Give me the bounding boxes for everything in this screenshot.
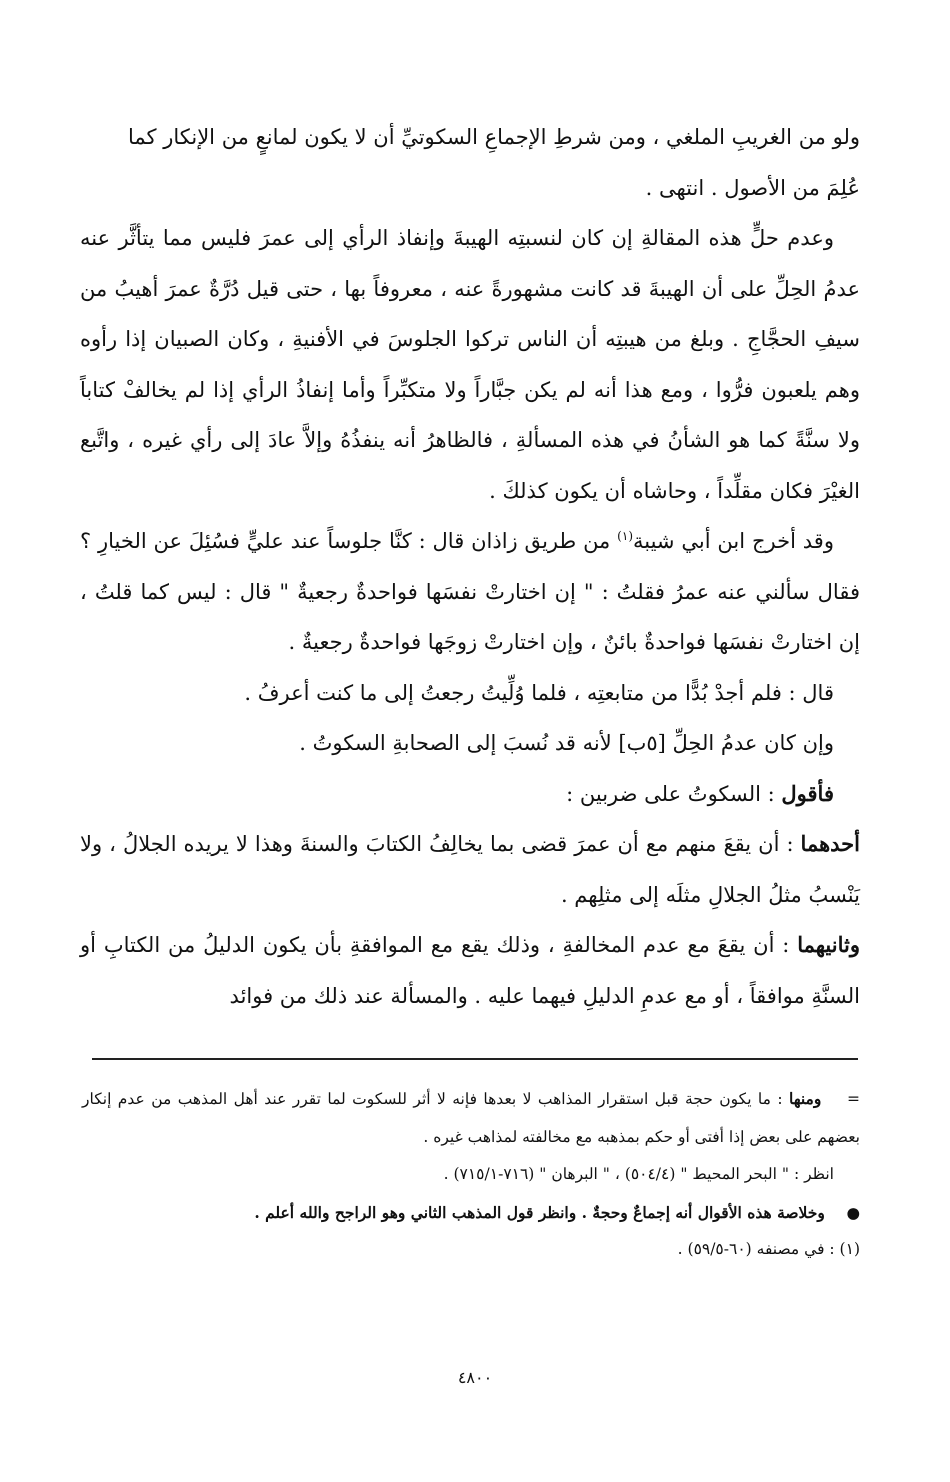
paragraph-8-lead: وثانيهما <box>797 932 860 957</box>
paragraph-3-start: وقد أخرج ابن أبي شيبة <box>633 529 834 553</box>
footnotes <box>82 1080 860 1269</box>
footnote-ref-1[interactable]: (١) <box>617 529 633 543</box>
continuation-marker: = <box>847 1090 860 1108</box>
paragraph-7-rest: : أن يقعَ منهم مع أن عمرَ قضى بما يخالِفُ الكتابَ والسنةَ وهذا لا يريده الجلالُ ، ولا يَنْسبُ مثلُ الجلالِ مثلَه إلى مثلِهم . <box>80 832 860 907</box>
footnote-1: (١) : في مصنفه (٦٠-٥٩/٥) . <box>677 1240 860 1258</box>
footnote-separator <box>92 1058 858 1060</box>
footnote-see-line: انظر : " البحر المحيط " (٥٠٤/٤) ، " البرهان " (٧١٦-٧١٥/١) . <box>443 1165 834 1183</box>
paragraph-1 <box>80 112 860 213</box>
continuation-text: : ما يكون حجة قبل استقرار المذاهب لا بعدها فإنه لا أثر للسكوت لما تقرر عند أهل المذهب من عدم إنكار بعضهم على بعض إذا أفتى أو حكم بمذهبه مع مخالفته لمذاهب غيره . <box>82 1090 860 1146</box>
paragraph-8-rest: : أن يقعَ مع عدم المخالفةِ ، وذلك يقع مع الموافقةِ بأن يكون الدليلُ من الكتابِ أو السنَّةِ موافقاً ، أو مع عدمِ الدليلِ فيهما عليه . والمسألة عند ذلك من فوائد <box>80 933 860 1008</box>
footnote-continuation <box>82 1080 860 1156</box>
paragraph-7 <box>80 819 860 920</box>
paragraph-4: قال : فلم أجدْ بُدًّا من متابعتِه ، فلما وُلِّيتُ رجعتُ إلى ما كنت أعرفُ . <box>244 680 834 705</box>
paragraph-8 <box>80 920 860 1021</box>
paragraph-7-lead: أحدهما <box>800 831 860 856</box>
footnote-summary <box>82 1194 860 1232</box>
paragraph-1-line-1: ولو من الغريبِ الملغي ، ومن شرطِ الإجماعِ السكوتيِّ أن لا يكون لمانعٍ من الإنكار كما <box>128 125 860 149</box>
summary-text: وخلاصة هذه الأقوال أنه إجماعٌ وحجةٌ . وانظر قول المذهب الثاني وهو الراجح والله أعلم . <box>254 1202 825 1222</box>
continuation-lead: ومنها <box>789 1089 822 1108</box>
paragraph-2: وعدم حلٍّ هذه المقالةِ إن كان لنسبتِه الهيبةَ وإنفاذ الرأي إلى عمرَ فليس مما يتأثَّر عنه عدمُ الحِلِّ على أن الهيبةَ قد كانت مشهورةً عنه ، معروفاً بها ، حتى قيل دُرَّةٌ عمرَ أهيبُ من سيفِ الحجَّاجِ . وبلغ من هيبتِه أن الناس تركوا الجلوسَ في الأفنيةِ ، وكان الصبيان إذا رأوه وهم يلعبون فرُّوا ، ومع هذا أنه لم يكن جبَّاراً ولا متكبِّراً وأما إنفاذُ الرأي إذا لم يخالفْ كتاباً ولا سنَّةً كما هو الشأنُ في هذه المسألةِ ، فالظاهرُ أنه ينفذُهُ وإلاَّ عادَ إلى رأي غيره ، واتَّبع الغيْرَ فكان مقلِّداً ، وحاشاه أن يكون كذلكَ . <box>80 226 860 503</box>
paragraph-3-rest: من طريق زاذان قال : كنَّا جلوساً عند عليٍّ فسُئِلَ عن الخيارِ ؟ فقال سألني عنه عمرُ فقلتُ : " إن اختارتْ نفسَها فواحدةٌ رجعيةٌ " قال : ليس كما قلتُ ، إن اختارتْ نفسَها فواحدةٌ بائنٌ ، وإن اختارتْ زوجَها فواحدةٌ رجعيةٌ . <box>80 529 860 654</box>
paragraph-5: وإن كان عدمُ الحِلِّ [٥ب] لأنه قد نُسبَ إلى الصحابةِ السكوتُ . <box>299 731 834 755</box>
bullet-icon: ● <box>846 1202 860 1222</box>
main-text <box>80 112 860 1021</box>
paragraph-6 <box>80 769 860 820</box>
paragraph-3 <box>80 516 860 668</box>
paragraph-6-rest: : السكوتُ على ضربين : <box>566 781 782 806</box>
paragraph-6-lead: فأقول <box>781 780 834 806</box>
page-number: ٤٨٠٠ <box>457 1368 493 1387</box>
paragraph-1-line-2: عُلِمَ من الأصول . انتهى . <box>645 175 860 200</box>
